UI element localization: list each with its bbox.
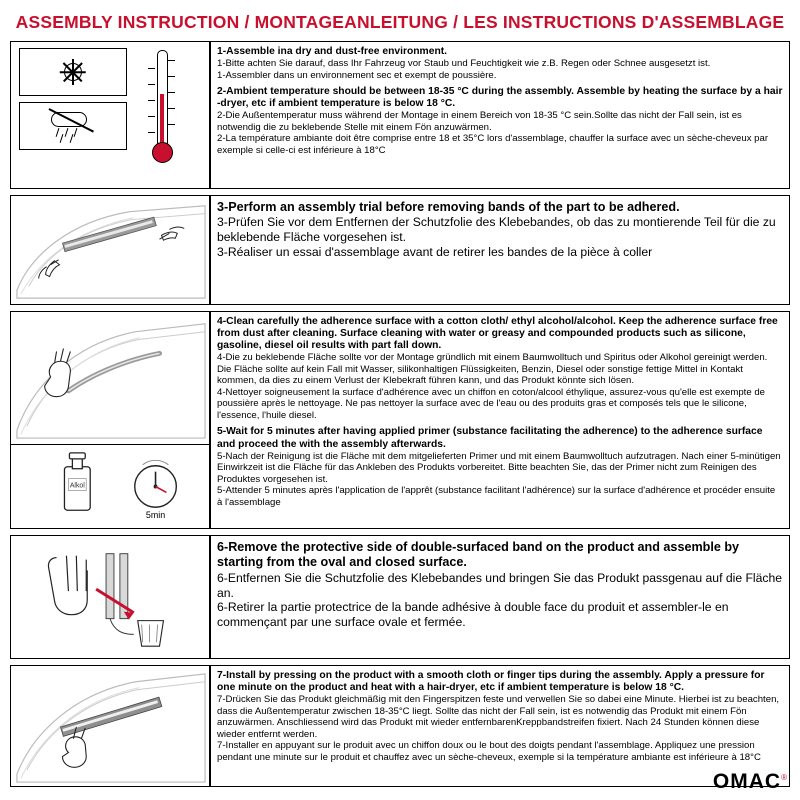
step-1-fr: 1-Assembler dans un environnement sec et exempt de poussière. xyxy=(217,69,497,81)
instruction-row-1 xyxy=(10,41,790,189)
instruction-text-1-2 xyxy=(210,41,790,189)
step-7-de: 7-Drücken Sie das Produkt gleichmäßig mit den Fingerspitzen feste und verwellen Sie so dabei eine Minute. Hierbei ist zu beachten, dass die Außentemperatur zwischen 18-35°C liegt. Sollte das nicht der Fall sein, ist es notwendig das Produkt mit einem Fön anzuwärmen. Anschliessend wird das Produkt mit wieder entfernbarenKreppbandstreifen fixiert. Nach 24 Stunden können diese wieder entfernt werden. xyxy=(217,694,780,740)
illustration-clean-surface xyxy=(10,311,210,445)
instruction-rows xyxy=(10,41,790,787)
step-4-de: 4-Die zu beklebende Fläche sollte vor der Montage gründlich mit einem Baumwolltuch und Spiritus oder Alkohol gereinigt werden. Die Fläche sollte auf kein Fall mit Wasser, silikonhaltigen Flüssigkeiten, Benzin, Diesel oder sonstige fettige Mittel in Kontakt kommen, da dies zu einem Verlust der Klebekraft führen kann, und das Produkt könnte sich lösen. xyxy=(217,352,768,387)
car-door-press-art xyxy=(11,666,209,786)
thermometer-icon xyxy=(131,42,209,188)
brand-name: OMAC xyxy=(712,770,782,793)
step-5-en: 5-Wait for 5 minutes after having applied primer (substance facilitating the adherence) to the adherence surface and proceed the with the assembly afterwards. xyxy=(217,426,763,450)
car-door-clean-art xyxy=(11,312,209,444)
step-3-fr: 3-Réaliser un essai d'assemblage avant de retirer les bandes de la pièce à coller xyxy=(217,245,653,260)
instruction-row-5 xyxy=(10,665,790,787)
brand-logo xyxy=(713,770,788,794)
no-rain-icon xyxy=(19,102,127,150)
instruction-row-3 xyxy=(10,311,790,529)
step-2-de: 2-Die Außentemperatur muss während der Montage in einem Bereich von 18-35 °C sein.Sollte das nicht der Fall sein, ist es notwendig die zu beklebende Stelle mit einem Fön anzuwärmen. xyxy=(217,110,742,133)
step-7-fr: 7-Installer en appuyant sur le produit avec un chiffon doux ou le bout des doigts pendant l'assemblage. Appliquez une pression pendant une minute sur le produit et chauffez avec un sèche-cheveux, exemple si la température ambiante est inférieure à 18°C xyxy=(217,740,761,763)
car-door-trial-art xyxy=(11,196,209,304)
step-4-en: 4-Clean carefully the adherence surface with a cotton cloth/ ethyl alcohol/alcohol. Keep the adherence surface free from dust after cleaning. Surface cleaning with water or greasy and compounded products such as silicone, gasoline, diesel oil results with part fall down. xyxy=(217,316,778,352)
step-5-de: 5-Nach der Reinigung ist die Fläche mit dem mitgelieferten Primer und mit einem Baumwolltuch aufzutragen. Nach einer 5-minütigen Einwirkzeit ist die Fläche für das Ankleben des Produkts vorbereitet. Bitte beachten Sie, das der Primer nicht zum Reinigen des Produktes vorgesehen ist. xyxy=(217,450,781,485)
step-3-de: 3-Prüfen Sie vor dem Entfernen der Schutzfolie des Klebebandes, ob das zu montierende Teil für die zu beklebende Fläche vorgesehen ist. xyxy=(217,215,776,245)
sun-icon xyxy=(19,48,127,96)
svg-text:Alkol: Alkol xyxy=(69,482,85,490)
instruction-text-4-5 xyxy=(210,311,790,529)
step-1-de: 1-Bitte achten Sie darauf, dass Ihr Fahrzeug vor Staub und Feuchtigkeit wie z.B. Regen oder Schnee ausgesetzt ist. xyxy=(217,58,711,70)
instruction-row-2 xyxy=(10,195,790,305)
weather-boxes xyxy=(11,42,131,188)
step-2-en: 2-Ambient temperature should be between 18-35 °C during the assembly. Assemble by heating the surface by a hair -dryer, etc if ambient temperature is below 18 °C. xyxy=(217,86,783,110)
step-6-fr: 6-Retirer la partie protectrice de la bande adhésive à double face du produit et assembler-le en commençant par une surface ovale et fermée. xyxy=(217,600,729,630)
step-6-de: 6-Entfernen Sie die Schutzfolie des Klebebandes und bringen Sie das Produkt passgenau auf die Fläche an. xyxy=(217,570,783,600)
step-3-en: 3-Perform an assembly trial before removing bands of the part to be adhered. xyxy=(217,200,680,214)
hand-peel-art xyxy=(11,536,209,658)
illustration-trial-fit xyxy=(10,195,210,305)
step-1-en: 1-Assemble ina dry and dust-free environment. xyxy=(217,46,448,57)
page-title: ASSEMBLY INSTRUCTION / MONTAGEANLEITUNG / LES INSTRUCTIONS D'ASSEMBLAGE xyxy=(15,12,785,32)
step-7-en: 7-Install by pressing on the product with a smooth cloth or finger tips during the assembly. Apply a pressure for one minute on the product and heat with a hair-dryer, etc if ambient temperature is below 18 °C. xyxy=(217,670,765,694)
brand-trademark: ® xyxy=(781,773,788,782)
step-5-fr: 5-Attender 5 minutes après l'application de l'apprêt (substance facilitant l'adhérence) sur la surface d'adhérence et procéder ensuite à l'assemblage xyxy=(217,485,776,508)
illustration-environment xyxy=(10,41,210,189)
step-4-fr: 4-Nettoyer soigneusement la surface d'adhérence avec un chiffon en coton/alcool éthylique, assurez-vous qu'elle est exempte de poussière après le nettoyage. Ne pas nettoyer la surface avec de l'eau ou des produits gras et composés tels que le silicone, l'essence, l'huile diesel. xyxy=(217,386,765,421)
step-6-en: 6-Remove the protective side of double-surfaced band on the product and assemble by starting from the oval and closed surface. xyxy=(217,540,740,570)
step-2-fr: 2-La température ambiante doit être comprise entre 18 et 35°C lors d'assemblage, chauffer la surface avec un sèche-cheveux par exemple si celle-ci est inférieure à 18°C xyxy=(217,133,769,156)
illustration-column-cleaning xyxy=(10,311,210,529)
instruction-text-3 xyxy=(210,195,790,305)
illustration-press-install xyxy=(10,665,210,787)
illustration-remove-film xyxy=(10,535,210,659)
svg-text:5min: 5min xyxy=(145,510,166,521)
instruction-text-7 xyxy=(210,665,790,787)
instruction-row-4 xyxy=(10,535,790,659)
instruction-text-6 xyxy=(210,535,790,659)
illustration-primer-timer xyxy=(10,445,210,529)
